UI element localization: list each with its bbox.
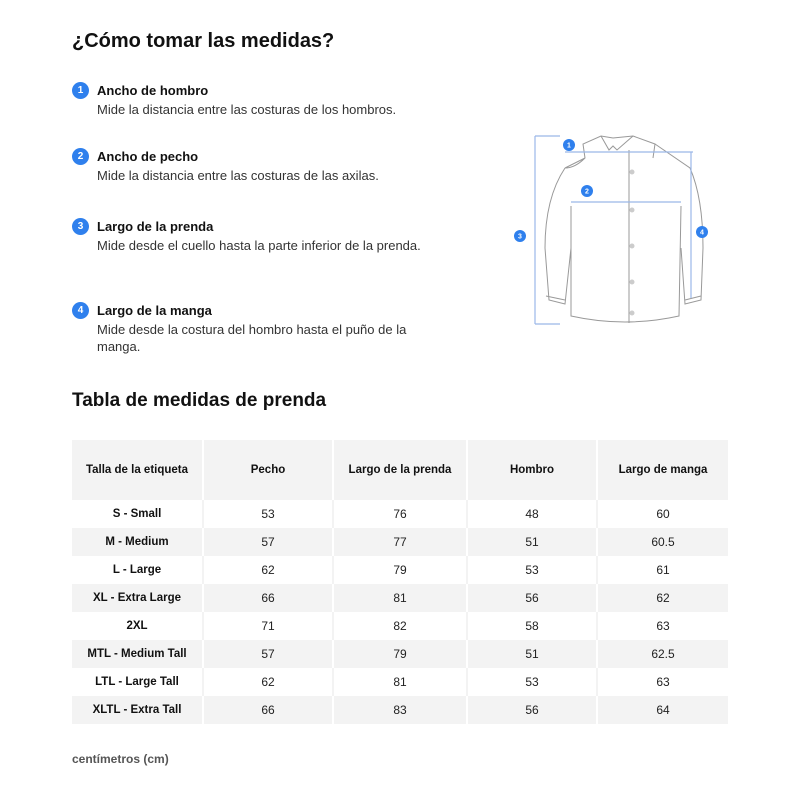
size-table-body bbox=[72, 500, 728, 724]
measurement-cell: 56 bbox=[468, 696, 598, 724]
measurement-cell: 57 bbox=[204, 640, 334, 668]
size-cell: LTL - Large Tall bbox=[72, 668, 204, 696]
svg-text:2: 2 bbox=[585, 188, 589, 196]
header-sleeve-length: Largo de manga bbox=[598, 440, 728, 500]
measurement-cell: 62 bbox=[204, 668, 334, 696]
measurement-cell: 63 bbox=[598, 612, 728, 640]
step-number-badge: 3 bbox=[72, 218, 89, 235]
shirt-diagram-icon bbox=[505, 128, 725, 333]
marker-sleeve bbox=[696, 226, 708, 238]
header-shoulder: Hombro bbox=[468, 440, 598, 500]
step-title: Ancho de pecho bbox=[97, 149, 199, 164]
measurement-cell: 63 bbox=[598, 668, 728, 696]
step-description: Mide la distancia entre las costuras de los hombros. bbox=[97, 102, 397, 117]
shirt-outline bbox=[545, 136, 703, 323]
size-cell: L - Large bbox=[72, 556, 204, 584]
measurement-cell: 53 bbox=[468, 668, 598, 696]
table-row bbox=[72, 584, 728, 612]
step-description: Mide desde la costura del hombro hasta el puño de la manga. bbox=[97, 322, 407, 354]
size-cell: 2XL bbox=[72, 612, 204, 640]
measurement-cell: 66 bbox=[204, 696, 334, 724]
measurement-cell: 81 bbox=[334, 668, 468, 696]
table-row bbox=[72, 500, 728, 528]
measurement-cell: 48 bbox=[468, 500, 598, 528]
size-cell: S - Small bbox=[72, 500, 204, 528]
size-table-title: Tabla de medidas de prenda bbox=[72, 390, 327, 411]
step-description: Mide desde el cuello hasta la parte inferior de la prenda. bbox=[97, 238, 421, 253]
shirt-buttons bbox=[630, 170, 635, 316]
measurement-cell: 81 bbox=[334, 584, 468, 612]
measurement-cell: 62 bbox=[598, 584, 728, 612]
measurement-cell: 60 bbox=[598, 500, 728, 528]
size-table bbox=[72, 440, 728, 724]
step-title: Ancho de hombro bbox=[97, 83, 209, 98]
measurement-cell: 53 bbox=[204, 500, 334, 528]
measurement-cell: 57 bbox=[204, 528, 334, 556]
measurement-cell: 71 bbox=[204, 612, 334, 640]
measurement-cell: 58 bbox=[468, 612, 598, 640]
marker-chest bbox=[581, 185, 593, 197]
measurement-cell: 76 bbox=[334, 500, 468, 528]
table-row bbox=[72, 612, 728, 640]
how-to-measure-title: ¿Cómo tomar las medidas? bbox=[72, 30, 335, 52]
table-row bbox=[72, 640, 728, 668]
step-title: Largo de la manga bbox=[97, 303, 212, 318]
measurement-cell: 51 bbox=[468, 640, 598, 668]
measurement-cell: 56 bbox=[468, 584, 598, 612]
table-row bbox=[72, 528, 728, 556]
measurement-cell: 66 bbox=[204, 584, 334, 612]
measurement-cell: 62 bbox=[204, 556, 334, 584]
measurement-cell: 79 bbox=[334, 556, 468, 584]
measurement-cell: 60.5 bbox=[598, 528, 728, 556]
table-row bbox=[72, 556, 728, 584]
step-title: Largo de la prenda bbox=[97, 219, 214, 234]
units-note: centímetros (cm) bbox=[72, 752, 169, 766]
step-description: Mide la distancia entre las costuras de las axilas. bbox=[97, 168, 379, 183]
marker-shoulder bbox=[563, 139, 575, 151]
size-cell: M - Medium bbox=[72, 528, 204, 556]
header-chest: Pecho bbox=[204, 440, 334, 500]
measurement-cell: 64 bbox=[598, 696, 728, 724]
measurement-lines bbox=[535, 136, 693, 324]
svg-text:1: 1 bbox=[567, 142, 571, 150]
measurement-cell: 61 bbox=[598, 556, 728, 584]
measurement-cell: 62.5 bbox=[598, 640, 728, 668]
size-cell: XLTL - Extra Tall bbox=[72, 696, 204, 724]
header-garment-length: Largo de la prenda bbox=[334, 440, 468, 500]
measurement-cell: 82 bbox=[334, 612, 468, 640]
step-number-badge: 4 bbox=[72, 302, 89, 319]
svg-text:4: 4 bbox=[700, 229, 704, 237]
size-cell: XL - Extra Large bbox=[72, 584, 204, 612]
measurement-cell: 79 bbox=[334, 640, 468, 668]
table-row bbox=[72, 668, 728, 696]
table-row bbox=[72, 696, 728, 724]
marker-length bbox=[514, 230, 526, 242]
table-header-row bbox=[72, 440, 728, 500]
header-size-label: Talla de la etiqueta bbox=[72, 440, 204, 500]
step-number-badge: 1 bbox=[72, 82, 89, 99]
measurement-cell: 51 bbox=[468, 528, 598, 556]
size-table-container bbox=[72, 440, 728, 724]
measurement-cell: 83 bbox=[334, 696, 468, 724]
measurement-cell: 77 bbox=[334, 528, 468, 556]
size-cell: MTL - Medium Tall bbox=[72, 640, 204, 668]
measurement-cell: 53 bbox=[468, 556, 598, 584]
svg-text:3: 3 bbox=[518, 233, 522, 241]
step-number-badge: 2 bbox=[72, 148, 89, 165]
